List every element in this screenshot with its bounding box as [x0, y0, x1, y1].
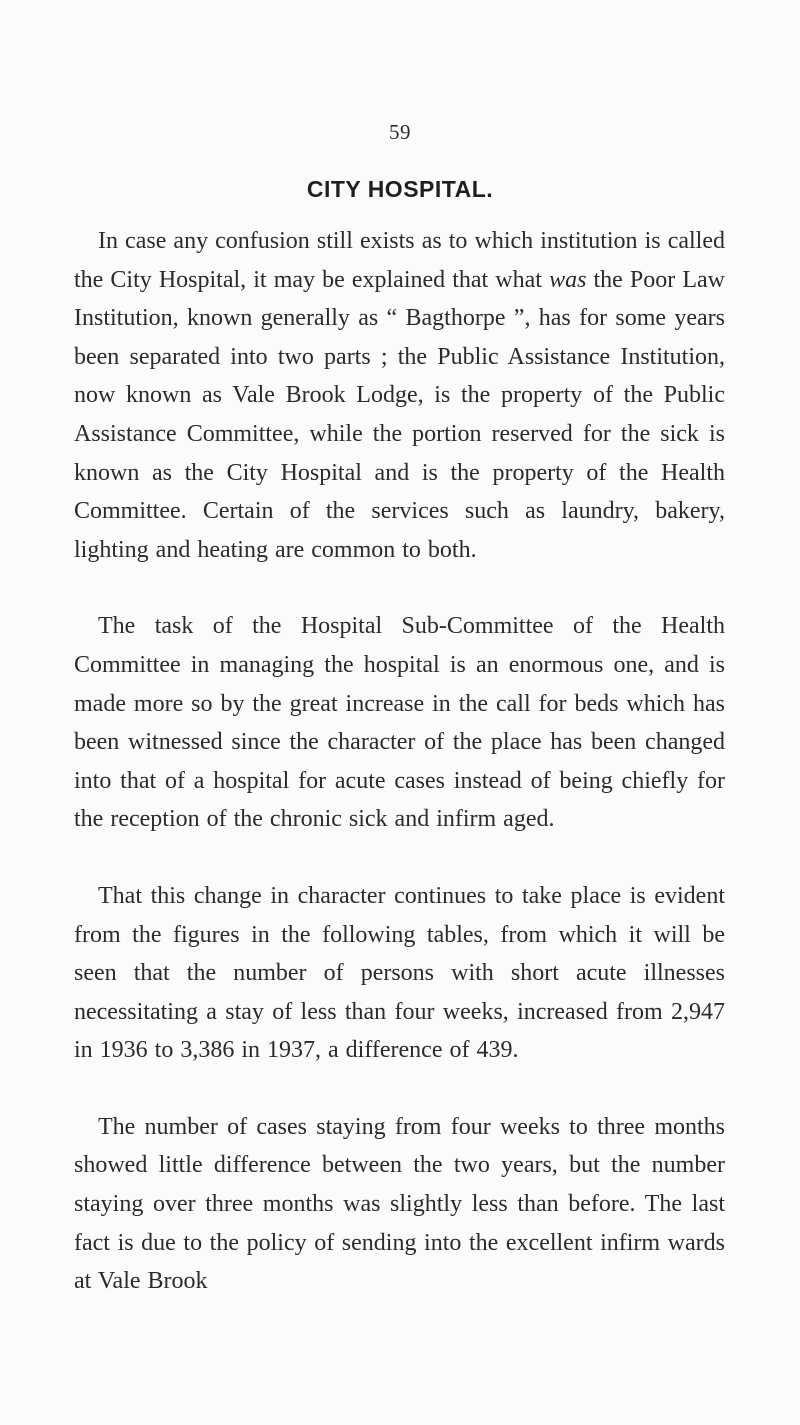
- paragraph-1-text-end: the Poor Law Institution, known generally as “ Bagthorpe ”, has for some years been separated into two parts ; the Public Assistance Institution, now known as Vale Brook Lodge, is the property of the Public Assistance Committee, while the portion reserved for the sick is known as the City Hospital and is the property of the Health Committee. Certain of the services such as laundry, bakery, lighting and heating are common to both.: [74, 266, 726, 563]
- paragraph-1-text-start: In case any confusion still exists as to which institution is called the City Hospital, it may be explained that what: [74, 228, 725, 293]
- paragraph-1-emphasis: was: [549, 266, 587, 293]
- paragraph-4: The number of cases staying from four weeks to three months showed little difference between the two years, but the number staying over three months was slightly less than before. The last fact is due to the policy of sending into the excellent infirm wards at Vale Brook: [74, 1113, 725, 1295]
- page-number: 59: [389, 120, 411, 144]
- paragraph-3: That this change in character continues to take place is evident from the figures in the following tables, from which it will be seen that the number of persons with short acute illnesses necessitating a stay of less than four weeks, increased from 2,947 in 1936 to 3,386 in 1937, a difference of 439.: [74, 882, 725, 1064]
- section-heading: CITY HOSPITAL.: [306, 176, 494, 202]
- paragraph-2: The task of the Hospital Sub-Committee of the Health Committee in managing the hospital is an enormous one, and is made more so by the great increase in the call for beds which has been witnessed since the character of the place has been changed into that of a hospital for acute cases instead of being chiefly for the reception of the chronic sick and infirm aged.: [74, 613, 725, 833]
- body-text: [74, 222, 725, 1301]
- paragraph-1: [74, 222, 725, 569]
